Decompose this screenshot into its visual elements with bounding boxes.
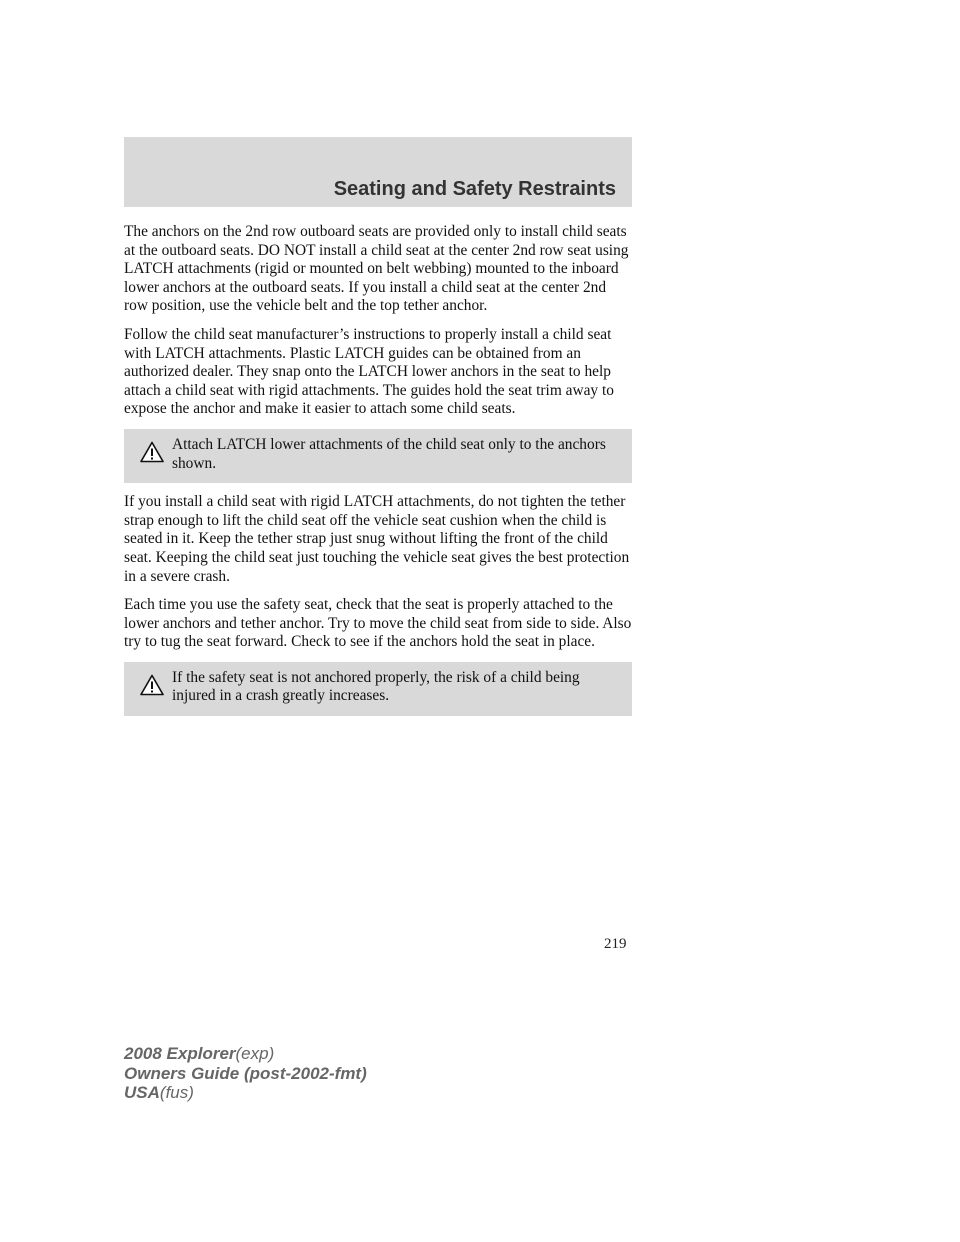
warning-text: Attach LATCH lower attachments of the child seat only to the anchors shown. <box>172 435 606 472</box>
footer-model-code: (exp) <box>235 1044 275 1063</box>
footer-line-market <box>124 1083 367 1103</box>
warning-box <box>124 429 632 483</box>
page-number: 219 <box>604 936 627 952</box>
paragraph-tether-strap: If you install a child seat with rigid LATCH attachments, do not tighten the tether strap enough to lift the child seat off the vehicle seat cushion when the child is seated in it. Keep the tether strap just snug without lifting the front of the child seat. Keeping the child seat just touching the vehicle seat gives the best protection in a severe crash. <box>124 493 630 585</box>
warning-text: If the safety seat is not anchored properly, the risk of a child being injured in a crash greatly increases. <box>172 668 580 705</box>
paragraph-check-seat: Each time you use the safety seat, check that the seat is properly attached to the lower anchors and tether anchor. Try to move the child seat from side to side. Also try to tug the seat forward. Check to see if the anchors hold the seat in place. <box>124 596 632 651</box>
section-title: Seating and Safety Restraints <box>333 178 616 200</box>
warning-box <box>124 662 632 716</box>
footer-line-model <box>124 1044 367 1064</box>
footer-model: 2008 Explorer <box>124 1044 236 1063</box>
footer-line-guide <box>124 1064 367 1084</box>
section-header-band <box>124 137 632 207</box>
footer-market-code: (fus) <box>159 1083 194 1102</box>
footer-guide: Owners Guide (post-2002-fmt) <box>124 1063 367 1083</box>
warning-triangle-icon <box>140 674 164 696</box>
page-content <box>124 223 632 726</box>
paragraph-latch-guides: Follow the child seat manufacturer’s instructions to properly install a child seat with LATCH attachments. Plastic LATCH guides can be obtained from an authorized dealer. They snap onto the LATCH lower anchors in the seat to help attach a child seat with rigid attachments. The guides hold the seat trim away to expose the anchor and make it easier to attach some child seats. <box>124 325 614 418</box>
footer-market: USA <box>124 1083 160 1102</box>
paragraph-outboard-anchors: The anchors on the 2nd row outboard seats are provided only to install child seats at the outboard seats. DO NOT install a child seat at the center 2nd row seat using LATCH attachments (rigid or mounted on belt webbing) mounted to the inboard lower anchors at the outboard seats. If you install a child seat at the center 2nd row position, use the vehicle belt and the top tether anchor. <box>124 223 629 315</box>
footer-doc-info <box>124 1044 367 1103</box>
warning-triangle-icon <box>140 441 164 463</box>
